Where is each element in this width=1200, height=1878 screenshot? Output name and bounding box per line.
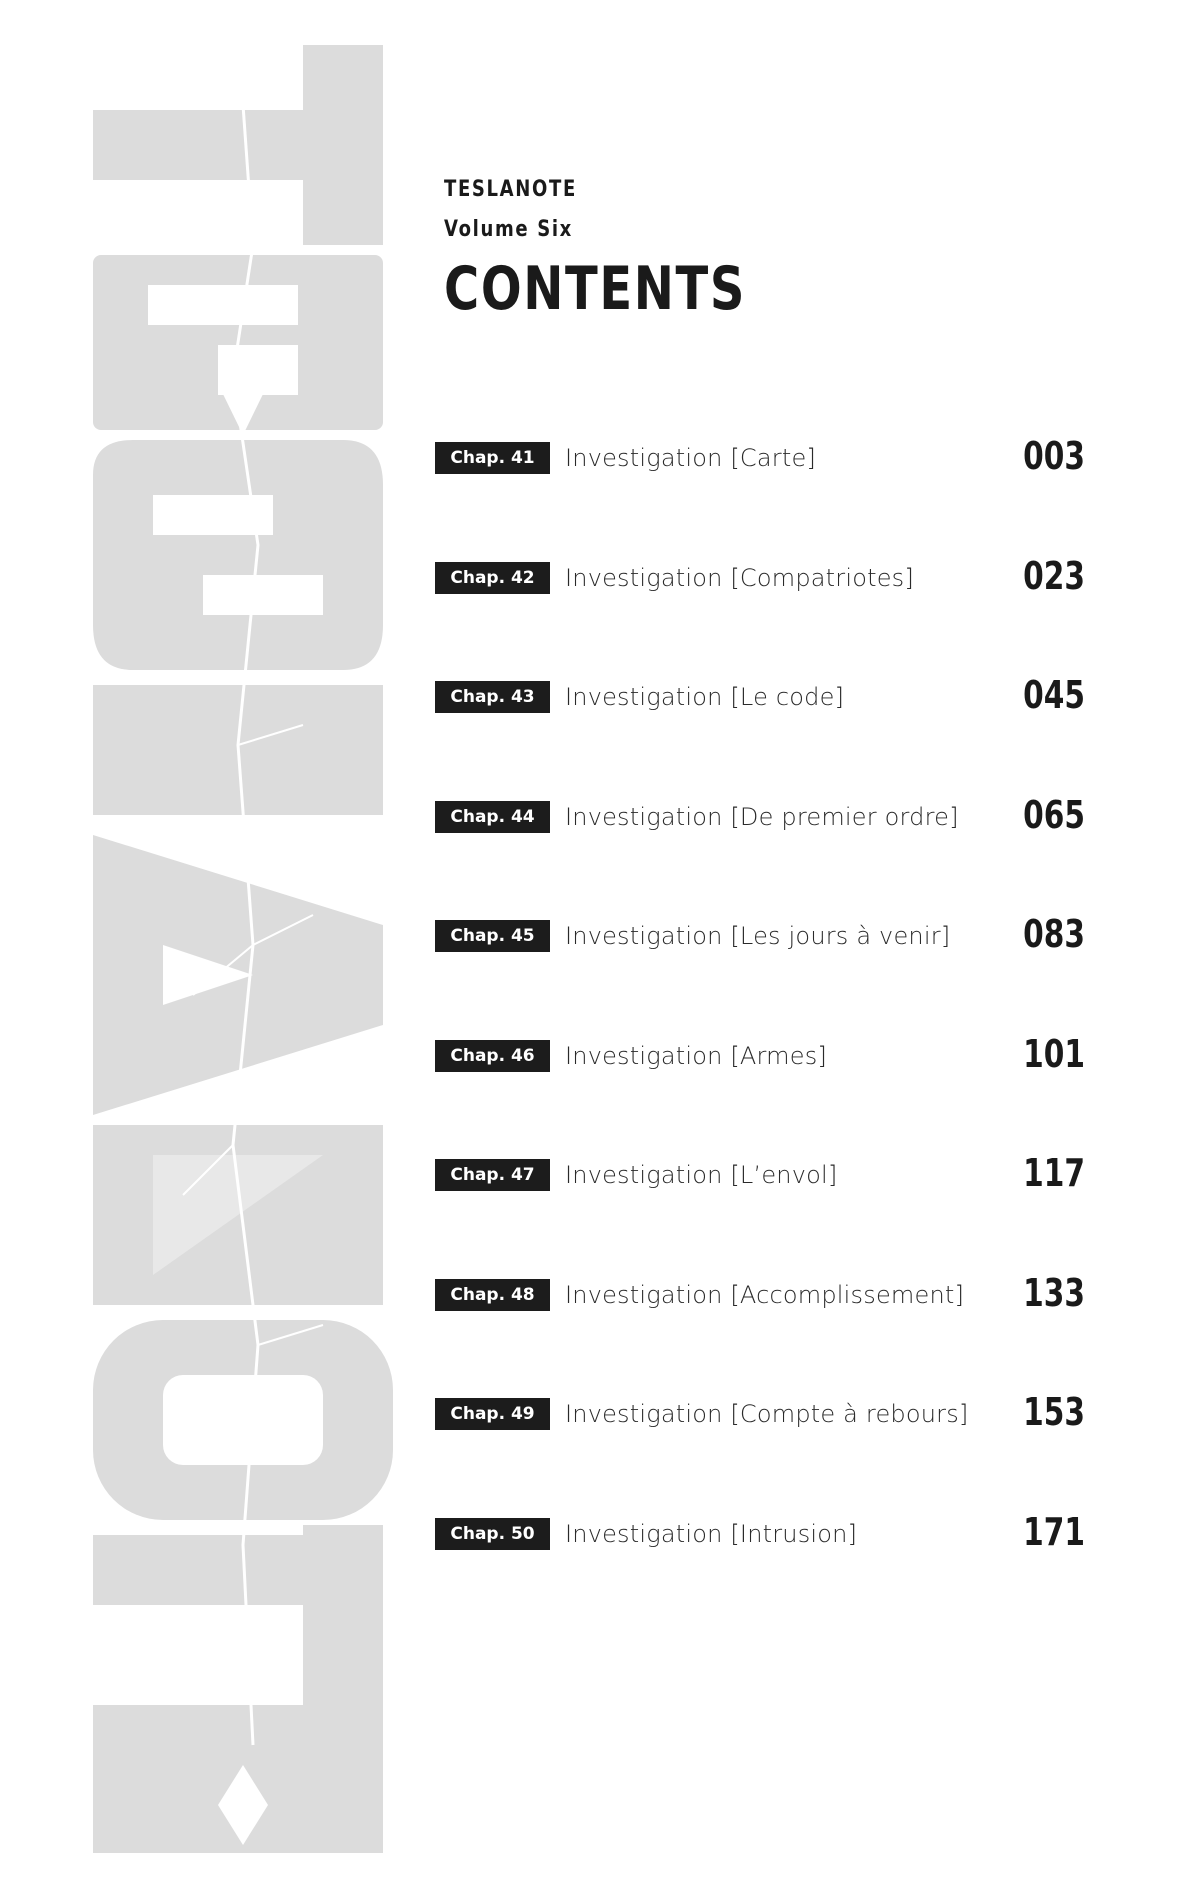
toc-row[interactable] [435,430,1095,550]
chapter-badge: Chap. 41 [435,442,550,474]
page-number: 171 [1023,1509,1085,1554]
series-title: TESLANOTE [444,177,577,202]
page-number: 101 [1023,1031,1085,1076]
side-logo [93,45,393,1853]
toc-row[interactable] [435,1506,1095,1626]
toc-row[interactable] [435,1267,1095,1387]
chapter-title: Investigation [Compatriotes] [565,563,914,592]
chapter-badge: Chap. 43 [435,681,550,713]
chapter-title: Investigation [Intrusion] [565,1519,858,1548]
teslanote-vertical-logo [93,45,393,1853]
page-number: 083 [1023,912,1085,956]
chapter-title: Investigation [Compte à rebours] [565,1400,969,1428]
page-number: 045 [1023,673,1085,717]
chapter-badge: Chap. 46 [435,1040,550,1072]
page-number: 065 [1023,792,1085,837]
toc-row[interactable] [435,1386,1095,1506]
page-number: 153 [1023,1390,1085,1434]
chapter-badge: Chap. 45 [435,920,550,952]
page-number: 133 [1023,1270,1085,1315]
chapter-title: Investigation [Armes] [565,1041,827,1070]
toc-row[interactable] [435,789,1095,909]
header [444,170,822,324]
chapter-badge: Chap. 42 [435,562,550,594]
chapter-badge: Chap. 47 [435,1159,550,1191]
volume-title: Volume Six [444,217,573,242]
chapter-badge: Chap. 49 [435,1398,550,1430]
chapter-badge: Chap. 44 [435,801,550,833]
toc-row[interactable] [435,908,1095,1028]
chapter-badge: Chap. 50 [435,1518,550,1550]
toc-row[interactable] [435,550,1095,670]
page-number: 023 [1023,553,1085,598]
toc-row[interactable] [435,1147,1095,1267]
table-of-contents [435,430,1095,1625]
chapter-title: Investigation [Accomplissement] [565,1280,965,1309]
toc-row[interactable] [435,669,1095,789]
contents-heading: CONTENTS [444,254,747,324]
chapter-badge: Chap. 48 [435,1279,550,1311]
chapter-title: Investigation [Carte] [565,444,816,472]
page-number: 003 [1023,434,1085,478]
chapter-title: Investigation [L’envol] [565,1161,838,1189]
toc-row[interactable] [435,1028,1095,1148]
chapter-title: Investigation [De premier ordre] [565,802,959,831]
page-number: 117 [1023,1151,1085,1195]
chapter-title: Investigation [Les jours à venir] [565,922,951,950]
chapter-title: Investigation [Le code] [565,683,845,711]
